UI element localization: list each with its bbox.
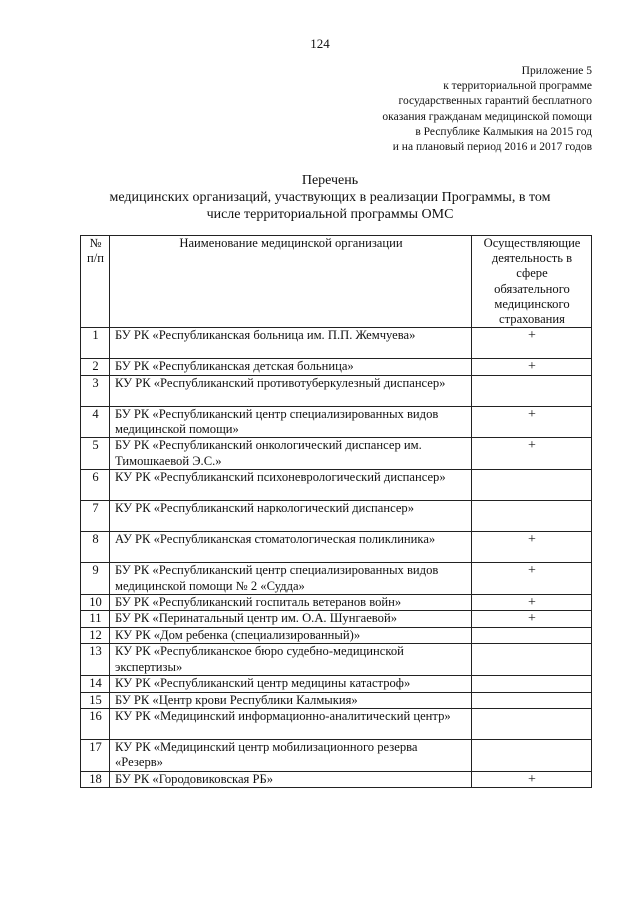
row-number: 14 — [81, 676, 110, 692]
row-number: 11 — [81, 611, 110, 627]
document-title — [60, 172, 600, 223]
row-organization-name: КУ РК «Республиканский наркологический диспансер» — [110, 501, 472, 532]
row-organization-name: КУ РК «Медицинский центр мобилизационного резерва «Резерв» — [110, 739, 472, 771]
header-name: Наименование медицинской организации — [110, 236, 472, 328]
row-oms-mark — [472, 627, 592, 643]
table-row — [81, 501, 592, 532]
row-number: 8 — [81, 532, 110, 563]
table-row — [81, 470, 592, 501]
table-row — [81, 611, 592, 627]
table-row — [81, 771, 592, 787]
row-organization-name: БУ РК «Республиканский центр специализированных видов медицинской помощи № 2 «Судда» — [110, 563, 472, 595]
row-number: 10 — [81, 595, 110, 611]
page-number: 124 — [310, 36, 330, 51]
table-row — [81, 532, 592, 563]
table-row — [81, 328, 592, 359]
title-line: числе территориальной программы ОМС — [206, 207, 454, 222]
row-organization-name: БУ РК «Республиканский онкологический диспансер им. Тимошкаевой Э.С.» — [110, 438, 472, 470]
table-row — [81, 692, 592, 708]
table-row — [81, 595, 592, 611]
row-oms-mark: + — [472, 611, 592, 627]
row-oms-mark — [472, 375, 592, 406]
organizations-table — [80, 235, 592, 788]
table-row — [81, 375, 592, 406]
row-oms-mark — [472, 692, 592, 708]
row-organization-name: БУ РК «Перинатальный центр им. О.А. Шунгаевой» — [110, 611, 472, 627]
row-oms-mark: + — [472, 771, 592, 787]
appendix-line: к территориальной программе — [443, 80, 592, 93]
table-row — [81, 644, 592, 676]
row-organization-name: БУ РК «Республиканская больница им. П.П. Жемчуева» — [110, 328, 472, 359]
row-oms-mark: + — [472, 563, 592, 595]
row-organization-name: БУ РК «Республиканская детская больница» — [110, 359, 472, 375]
row-organization-name: БУ РК «Республиканский госпиталь ветеранов войн» — [110, 595, 472, 611]
row-oms-mark — [472, 708, 592, 739]
row-oms-mark — [472, 470, 592, 501]
appendix-line: и на плановый период 2016 и 2017 годов — [392, 141, 592, 154]
table-row — [81, 739, 592, 771]
row-organization-name: БУ РК «Городовиковская РБ» — [110, 771, 472, 787]
table-header-row — [81, 236, 592, 328]
row-organization-name: КУ РК «Республиканский противотуберкулезный диспансер» — [110, 375, 472, 406]
appendix-line: государственных гарантий бесплатного — [398, 95, 592, 108]
row-organization-name: КУ РК «Республиканский психоневрологический диспансер» — [110, 470, 472, 501]
title-line: Перечень — [301, 173, 359, 188]
row-organization-name: КУ РК «Республиканское бюро судебно-медицинской экспертизы» — [110, 644, 472, 676]
table-row — [81, 627, 592, 643]
row-oms-mark: + — [472, 532, 592, 563]
table-row — [81, 359, 592, 375]
row-oms-mark: + — [472, 595, 592, 611]
table-row — [81, 676, 592, 692]
row-number: 17 — [81, 739, 110, 771]
row-oms-mark: + — [472, 328, 592, 359]
row-number: 9 — [81, 563, 110, 595]
header-number: № п/п — [81, 236, 110, 328]
row-oms-mark: + — [472, 438, 592, 470]
row-number: 6 — [81, 470, 110, 501]
row-organization-name: КУ РК «Медицинский информационно-аналитический центр» — [110, 708, 472, 739]
row-organization-name: АУ РК «Республиканская стоматологическая поликлиника» — [110, 532, 472, 563]
row-oms-mark — [472, 739, 592, 771]
appendix-note — [292, 64, 592, 155]
row-number: 7 — [81, 501, 110, 532]
table-row — [81, 406, 592, 438]
row-oms-mark — [472, 501, 592, 532]
row-number: 2 — [81, 359, 110, 375]
row-oms-mark — [472, 644, 592, 676]
title-line: медицинских организаций, участвующих в реализации Программы, в том — [109, 190, 551, 205]
appendix-line: оказания гражданам медицинской помощи — [382, 110, 592, 123]
header-oms: Осуществляющие деятельность в сфере обязательного медицинского страхования — [472, 236, 592, 328]
row-number: 4 — [81, 406, 110, 438]
appendix-line: Приложение 5 — [521, 65, 592, 77]
table-row — [81, 438, 592, 470]
row-oms-mark: + — [472, 359, 592, 375]
row-oms-mark — [472, 676, 592, 692]
row-number: 15 — [81, 692, 110, 708]
row-organization-name: БУ РК «Республиканский центр специализированных видов медицинской помощи» — [110, 406, 472, 438]
row-number: 3 — [81, 375, 110, 406]
row-organization-name: БУ РК «Центр крови Республики Калмыкия» — [110, 692, 472, 708]
row-number: 16 — [81, 708, 110, 739]
row-number: 18 — [81, 771, 110, 787]
row-number: 1 — [81, 328, 110, 359]
row-number: 12 — [81, 627, 110, 643]
appendix-line: в Республике Калмыкия на 2015 год — [415, 125, 592, 138]
row-organization-name: КУ РК «Дом ребенка (специализированный)» — [110, 627, 472, 643]
row-number: 13 — [81, 644, 110, 676]
row-organization-name: КУ РК «Республиканский центр медицины катастроф» — [110, 676, 472, 692]
table-row — [81, 563, 592, 595]
row-oms-mark: + — [472, 406, 592, 438]
table-row — [81, 708, 592, 739]
row-number: 5 — [81, 438, 110, 470]
